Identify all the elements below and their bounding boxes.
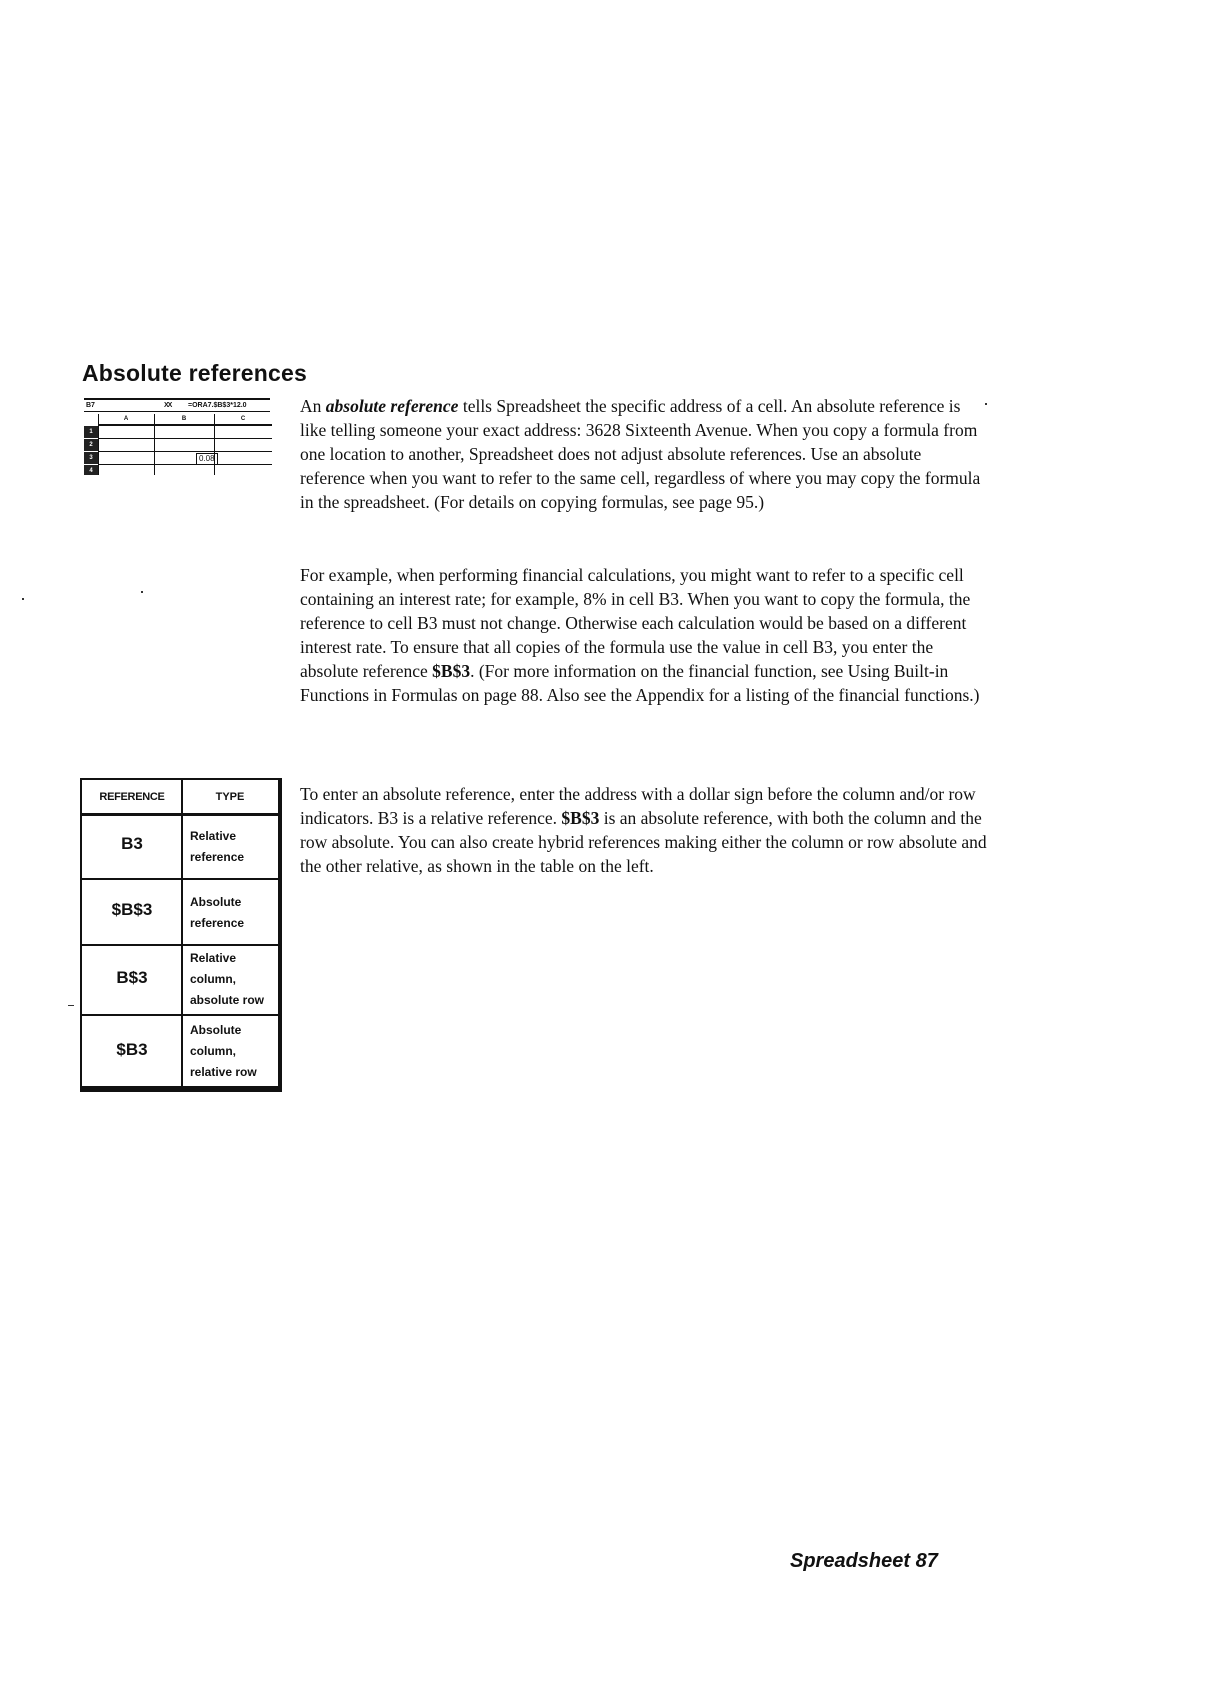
- section-title: Absolute references: [82, 360, 307, 386]
- page-footer: [790, 1550, 938, 1573]
- type-cell: Relative reference: [190, 829, 245, 864]
- type-cell: Absolute column, relative row: [190, 1023, 257, 1079]
- code-absolute-ref: $B$3: [432, 661, 471, 681]
- table-header: [82, 780, 278, 816]
- paragraph-absolute-reference-intro: An absolute reference tells Spreadsheet the specific address of a cell. An absolute reference is like telling someone your exact address: 3628 Sixteenth Avenue. When you copy a formula from one location to another, Spreadsheet does not adjust absolute references. Use an absolute reference when you want to refer to the same cell, regardless of where you may copy the formula in the spreadsheet. (For details on copying formulas, see page 95.): [300, 396, 981, 512]
- scan-speck: [985, 403, 987, 405]
- grid-line: [98, 414, 99, 475]
- table-row: [82, 946, 278, 1016]
- reference-cell: $B3: [116, 1040, 148, 1059]
- row-header-3: 3: [84, 452, 98, 464]
- term-absolute-reference: absolute reference: [325, 396, 459, 416]
- scan-speck: [22, 598, 24, 600]
- spreadsheet-illustration: [84, 398, 272, 494]
- selected-cell-value: 0.08: [196, 453, 218, 465]
- row-header-1: 1: [84, 426, 98, 438]
- footer-label: Spreadsheet: [790, 1550, 911, 1572]
- reference-type-table: [80, 778, 282, 1092]
- grid-line: [214, 414, 215, 475]
- paragraph-example: For example, when performing financial calculations, you might want to refer to a specific cell containing an interest rate; for example, 8% in cell B3. When you want to copy the formula, the reference to cell B3 must not change. Otherwise each calculation would be based on a different interest rate. To ensure that all copies of the formula use the value in cell B3, you enter the absolute reference $B$3. (For more information on the financial function, see Using Built-in Functions in Formulas on page 88. Also see the Appendix for a listing of the financial functions.): [300, 565, 980, 705]
- formula-bar-text: =ORA7.$B$3*12.0: [188, 402, 247, 409]
- column-header-c: C: [214, 414, 272, 426]
- table-row: [82, 1016, 278, 1088]
- column-divider: [181, 780, 183, 1088]
- code-absolute-ref: $B$3: [561, 808, 600, 828]
- formula-bar-icons: XX: [164, 402, 172, 409]
- row-header-2: 2: [84, 439, 98, 451]
- paragraph-entering-references: To enter an absolute reference, enter the address with a dollar sign before the column and/or row indicators. B3 is a relative reference. $B$3 is an absolute reference, with both the column and the row absolute. You can also create hybrid references making either the column or row absolute and the other relative, as shown in the table on the left.: [300, 784, 987, 876]
- type-cell: Absolute reference: [190, 895, 245, 930]
- scan-speck: [141, 591, 143, 593]
- type-cell: Relative column, absolute row: [190, 951, 265, 1007]
- scan-speck: [68, 1005, 74, 1006]
- reference-cell: $B$3: [111, 900, 153, 919]
- page-number: 87: [915, 1550, 938, 1572]
- grid-line: [98, 438, 272, 439]
- reference-cell: B3: [121, 834, 143, 853]
- row-header-4: 4: [84, 465, 98, 475]
- column-header-a: A: [98, 414, 154, 426]
- table-row: [82, 816, 278, 880]
- reference-cell: B$3: [116, 968, 148, 987]
- formula-bar-cell-ref: B7: [86, 402, 95, 409]
- table-row: [82, 880, 278, 946]
- grid-line: [98, 464, 272, 465]
- header-type: TYPE: [215, 791, 245, 803]
- formula-bar: [84, 398, 270, 412]
- column-header-b: B: [154, 414, 214, 426]
- grid-line: [98, 451, 272, 452]
- grid-line: [154, 414, 155, 475]
- header-reference: REFERENCE: [99, 791, 165, 803]
